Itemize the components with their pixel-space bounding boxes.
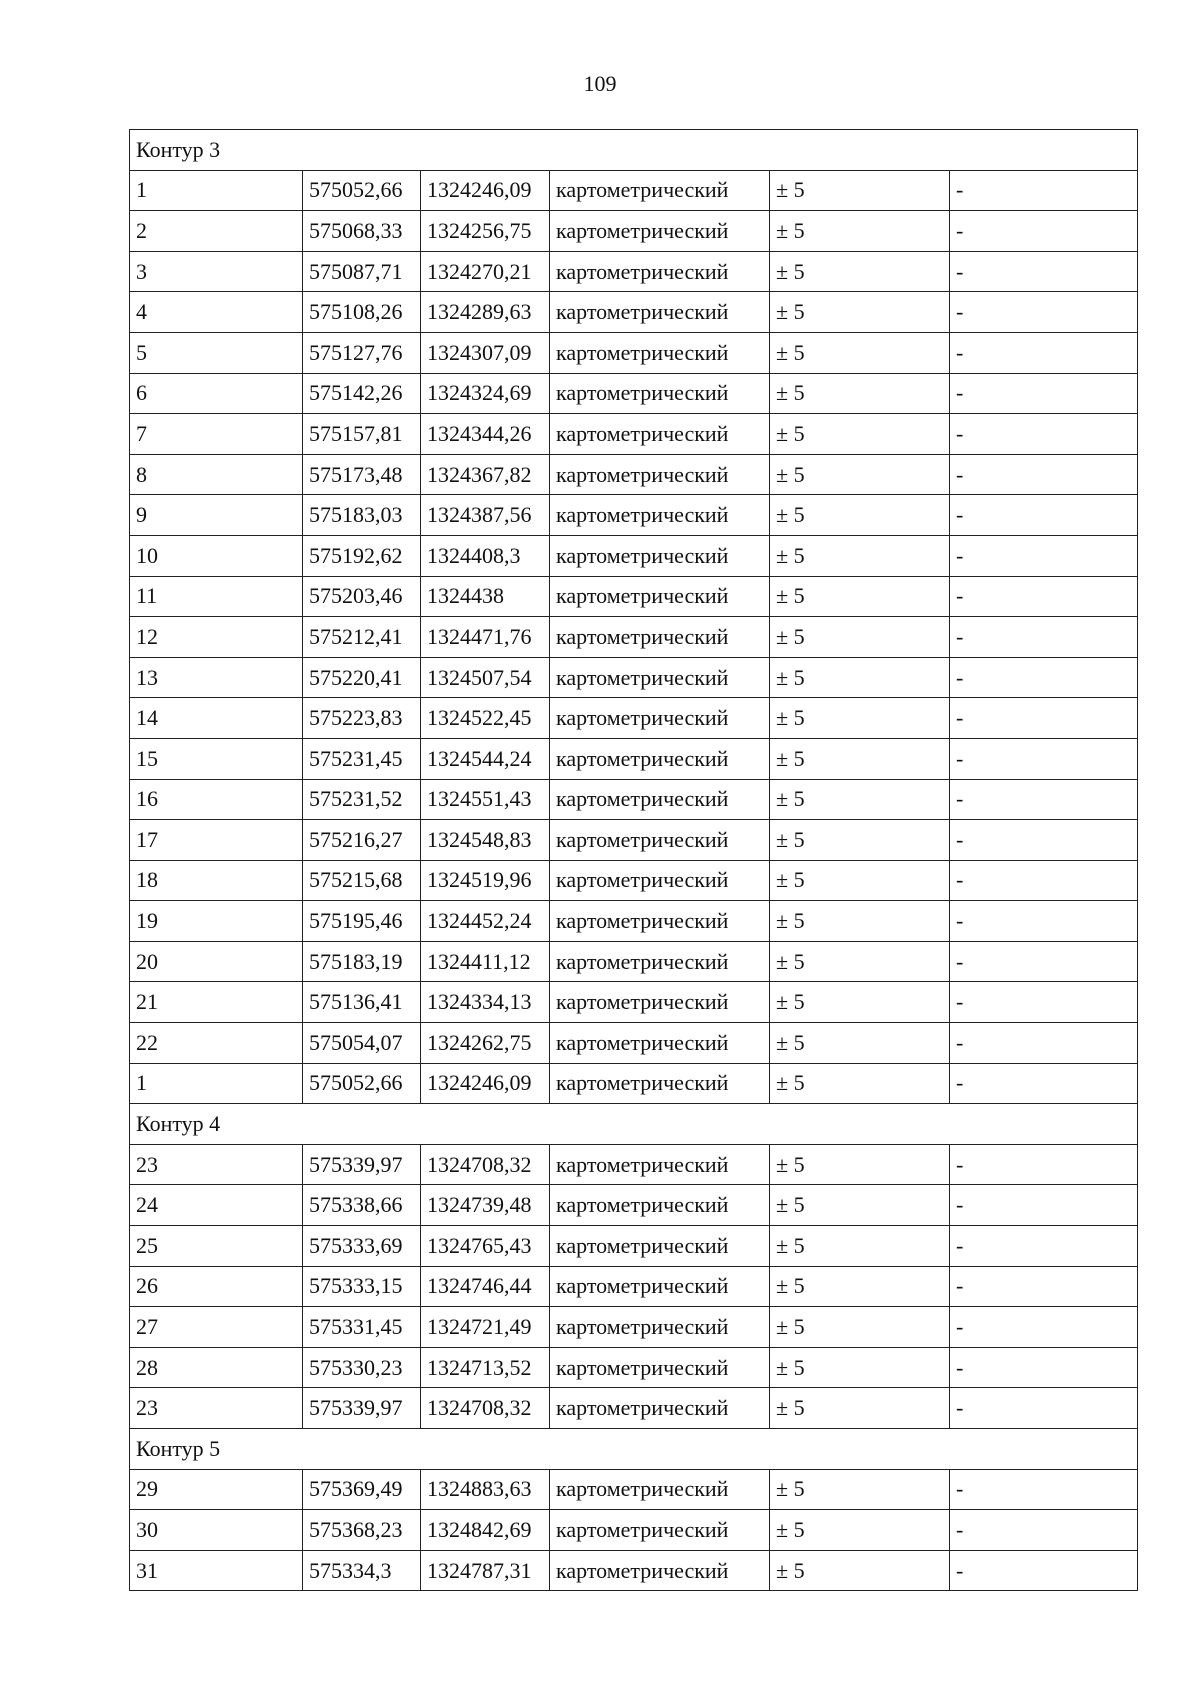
y-coordinate-cell: 1324883,63 bbox=[421, 1469, 550, 1510]
method-cell: картометрический bbox=[550, 1550, 770, 1591]
y-coordinate-cell: 1324411,12 bbox=[421, 941, 550, 982]
y-coordinate-cell: 1324522,45 bbox=[421, 698, 550, 739]
accuracy-cell: ± 5 bbox=[770, 820, 950, 861]
x-coordinate-cell: 575052,66 bbox=[303, 1063, 421, 1104]
point-number-cell: 22 bbox=[130, 1023, 303, 1064]
table-row bbox=[130, 779, 1138, 820]
method-cell: картометрический bbox=[550, 901, 770, 942]
description-cell: - bbox=[950, 1266, 1138, 1307]
x-coordinate-cell: 575157,81 bbox=[303, 414, 421, 455]
method-cell: картометрический bbox=[550, 170, 770, 211]
y-coordinate-cell: 1324721,49 bbox=[421, 1307, 550, 1348]
x-coordinate-cell: 575339,97 bbox=[303, 1144, 421, 1185]
point-number-cell: 28 bbox=[130, 1347, 303, 1388]
accuracy-cell: ± 5 bbox=[770, 901, 950, 942]
point-number-cell: 31 bbox=[130, 1550, 303, 1591]
table-row bbox=[130, 1144, 1138, 1185]
point-number-cell: 14 bbox=[130, 698, 303, 739]
table-row bbox=[130, 535, 1138, 576]
y-coordinate-cell: 1324246,09 bbox=[421, 1063, 550, 1104]
point-number-cell: 6 bbox=[130, 373, 303, 414]
y-coordinate-cell: 1324551,43 bbox=[421, 779, 550, 820]
accuracy-cell: ± 5 bbox=[770, 1469, 950, 1510]
description-cell: - bbox=[950, 211, 1138, 252]
accuracy-cell: ± 5 bbox=[770, 1266, 950, 1307]
point-number-cell: 16 bbox=[130, 779, 303, 820]
table-row bbox=[130, 414, 1138, 455]
point-number-cell: 8 bbox=[130, 454, 303, 495]
x-coordinate-cell: 575334,3 bbox=[303, 1550, 421, 1591]
table-row bbox=[130, 657, 1138, 698]
method-cell: картометрический bbox=[550, 454, 770, 495]
accuracy-cell: ± 5 bbox=[770, 698, 950, 739]
x-coordinate-cell: 575054,07 bbox=[303, 1023, 421, 1064]
accuracy-cell: ± 5 bbox=[770, 617, 950, 658]
y-coordinate-cell: 1324519,96 bbox=[421, 860, 550, 901]
point-number-cell: 26 bbox=[130, 1266, 303, 1307]
point-number-cell: 3 bbox=[130, 251, 303, 292]
description-cell: - bbox=[950, 576, 1138, 617]
accuracy-cell: ± 5 bbox=[770, 738, 950, 779]
point-number-cell: 23 bbox=[130, 1388, 303, 1429]
page-number: 109 bbox=[583, 71, 617, 96]
description-cell: - bbox=[950, 941, 1138, 982]
table-row bbox=[130, 170, 1138, 211]
table-row bbox=[130, 1185, 1138, 1226]
x-coordinate-cell: 575173,48 bbox=[303, 454, 421, 495]
method-cell: картометрический bbox=[550, 251, 770, 292]
description-cell: - bbox=[950, 1185, 1138, 1226]
point-number-cell: 9 bbox=[130, 495, 303, 536]
description-cell: - bbox=[950, 657, 1138, 698]
x-coordinate-cell: 575087,71 bbox=[303, 251, 421, 292]
contour-header-row bbox=[130, 1104, 1138, 1145]
x-coordinate-cell: 575339,97 bbox=[303, 1388, 421, 1429]
method-cell: картометрический bbox=[550, 373, 770, 414]
y-coordinate-cell: 1324324,69 bbox=[421, 373, 550, 414]
y-coordinate-cell: 1324842,69 bbox=[421, 1510, 550, 1551]
point-number-cell: 29 bbox=[130, 1469, 303, 1510]
description-cell: - bbox=[950, 373, 1138, 414]
x-coordinate-cell: 575331,45 bbox=[303, 1307, 421, 1348]
method-cell: картометрический bbox=[550, 1023, 770, 1064]
description-cell: - bbox=[950, 1347, 1138, 1388]
point-number-cell: 1 bbox=[130, 170, 303, 211]
table-row bbox=[130, 1347, 1138, 1388]
x-coordinate-cell: 575068,33 bbox=[303, 211, 421, 252]
table-row bbox=[130, 332, 1138, 373]
x-coordinate-cell: 575183,03 bbox=[303, 495, 421, 536]
table-row bbox=[130, 617, 1138, 658]
accuracy-cell: ± 5 bbox=[770, 860, 950, 901]
contour-title: Контур 5 bbox=[130, 1429, 1138, 1470]
point-number-cell: 17 bbox=[130, 820, 303, 861]
table-row bbox=[130, 1550, 1138, 1591]
x-coordinate-cell: 575231,45 bbox=[303, 738, 421, 779]
description-cell: - bbox=[950, 495, 1138, 536]
point-number-cell: 2 bbox=[130, 211, 303, 252]
accuracy-cell: ± 5 bbox=[770, 1185, 950, 1226]
point-number-cell: 25 bbox=[130, 1226, 303, 1267]
y-coordinate-cell: 1324746,44 bbox=[421, 1266, 550, 1307]
accuracy-cell: ± 5 bbox=[770, 1347, 950, 1388]
accuracy-cell: ± 5 bbox=[770, 454, 950, 495]
table-row bbox=[130, 820, 1138, 861]
description-cell: - bbox=[950, 901, 1138, 942]
y-coordinate-cell: 1324765,43 bbox=[421, 1226, 550, 1267]
description-cell: - bbox=[950, 820, 1138, 861]
method-cell: картометрический bbox=[550, 1469, 770, 1510]
accuracy-cell: ± 5 bbox=[770, 332, 950, 373]
point-number-cell: 7 bbox=[130, 414, 303, 455]
accuracy-cell: ± 5 bbox=[770, 1226, 950, 1267]
method-cell: картометрический bbox=[550, 820, 770, 861]
x-coordinate-cell: 575127,76 bbox=[303, 332, 421, 373]
description-cell: - bbox=[950, 1144, 1138, 1185]
y-coordinate-cell: 1324387,56 bbox=[421, 495, 550, 536]
table-row bbox=[130, 1063, 1138, 1104]
method-cell: картометрический bbox=[550, 1063, 770, 1104]
x-coordinate-cell: 575333,15 bbox=[303, 1266, 421, 1307]
method-cell: картометрический bbox=[550, 414, 770, 455]
x-coordinate-cell: 575330,23 bbox=[303, 1347, 421, 1388]
description-cell: - bbox=[950, 454, 1138, 495]
accuracy-cell: ± 5 bbox=[770, 535, 950, 576]
description-cell: - bbox=[950, 698, 1138, 739]
point-number-cell: 24 bbox=[130, 1185, 303, 1226]
coordinates-table-body bbox=[130, 130, 1138, 1591]
accuracy-cell: ± 5 bbox=[770, 941, 950, 982]
accuracy-cell: ± 5 bbox=[770, 1307, 950, 1348]
description-cell: - bbox=[950, 1063, 1138, 1104]
method-cell: картометрический bbox=[550, 779, 770, 820]
accuracy-cell: ± 5 bbox=[770, 170, 950, 211]
point-number-cell: 30 bbox=[130, 1510, 303, 1551]
accuracy-cell: ± 5 bbox=[770, 1144, 950, 1185]
y-coordinate-cell: 1324289,63 bbox=[421, 292, 550, 333]
description-cell: - bbox=[950, 535, 1138, 576]
accuracy-cell: ± 5 bbox=[770, 1550, 950, 1591]
y-coordinate-cell: 1324452,24 bbox=[421, 901, 550, 942]
x-coordinate-cell: 575195,46 bbox=[303, 901, 421, 942]
table-row bbox=[130, 1469, 1138, 1510]
point-number-cell: 20 bbox=[130, 941, 303, 982]
description-cell: - bbox=[950, 1510, 1138, 1551]
method-cell: картометрический bbox=[550, 495, 770, 536]
y-coordinate-cell: 1324708,32 bbox=[421, 1388, 550, 1429]
y-coordinate-cell: 1324507,54 bbox=[421, 657, 550, 698]
y-coordinate-cell: 1324438 bbox=[421, 576, 550, 617]
accuracy-cell: ± 5 bbox=[770, 373, 950, 414]
y-coordinate-cell: 1324307,09 bbox=[421, 332, 550, 373]
method-cell: картометрический bbox=[550, 1388, 770, 1429]
table-row bbox=[130, 941, 1138, 982]
point-number-cell: 19 bbox=[130, 901, 303, 942]
accuracy-cell: ± 5 bbox=[770, 414, 950, 455]
y-coordinate-cell: 1324471,76 bbox=[421, 617, 550, 658]
x-coordinate-cell: 575192,62 bbox=[303, 535, 421, 576]
method-cell: картометрический bbox=[550, 1266, 770, 1307]
table-row bbox=[130, 1388, 1138, 1429]
y-coordinate-cell: 1324739,48 bbox=[421, 1185, 550, 1226]
accuracy-cell: ± 5 bbox=[770, 495, 950, 536]
description-cell: - bbox=[950, 170, 1138, 211]
method-cell: картометрический bbox=[550, 332, 770, 373]
y-coordinate-cell: 1324256,75 bbox=[421, 211, 550, 252]
y-coordinate-cell: 1324367,82 bbox=[421, 454, 550, 495]
y-coordinate-cell: 1324787,31 bbox=[421, 1550, 550, 1591]
x-coordinate-cell: 575223,83 bbox=[303, 698, 421, 739]
coordinates-table bbox=[129, 129, 1138, 1591]
method-cell: картометрический bbox=[550, 860, 770, 901]
table-row bbox=[130, 1023, 1138, 1064]
table-row bbox=[130, 454, 1138, 495]
method-cell: картометрический bbox=[550, 1347, 770, 1388]
contour-title: Контур 3 bbox=[130, 130, 1138, 171]
method-cell: картометрический bbox=[550, 1307, 770, 1348]
y-coordinate-cell: 1324344,26 bbox=[421, 414, 550, 455]
x-coordinate-cell: 575333,69 bbox=[303, 1226, 421, 1267]
method-cell: картометрический bbox=[550, 617, 770, 658]
description-cell: - bbox=[950, 738, 1138, 779]
contour-header-row bbox=[130, 130, 1138, 171]
point-number-cell: 23 bbox=[130, 1144, 303, 1185]
method-cell: картометрический bbox=[550, 982, 770, 1023]
table-row bbox=[130, 1510, 1138, 1551]
description-cell: - bbox=[950, 1023, 1138, 1064]
accuracy-cell: ± 5 bbox=[770, 779, 950, 820]
y-coordinate-cell: 1324544,24 bbox=[421, 738, 550, 779]
point-number-cell: 15 bbox=[130, 738, 303, 779]
method-cell: картометрический bbox=[550, 698, 770, 739]
description-cell: - bbox=[950, 1226, 1138, 1267]
method-cell: картометрический bbox=[550, 535, 770, 576]
point-number-cell: 13 bbox=[130, 657, 303, 698]
y-coordinate-cell: 1324334,13 bbox=[421, 982, 550, 1023]
table-row bbox=[130, 576, 1138, 617]
point-number-cell: 11 bbox=[130, 576, 303, 617]
method-cell: картометрический bbox=[550, 1144, 770, 1185]
y-coordinate-cell: 1324246,09 bbox=[421, 170, 550, 211]
table-row bbox=[130, 495, 1138, 536]
point-number-cell: 12 bbox=[130, 617, 303, 658]
x-coordinate-cell: 575212,41 bbox=[303, 617, 421, 658]
method-cell: картометрический bbox=[550, 738, 770, 779]
method-cell: картометрический bbox=[550, 292, 770, 333]
accuracy-cell: ± 5 bbox=[770, 982, 950, 1023]
point-number-cell: 1 bbox=[130, 1063, 303, 1104]
accuracy-cell: ± 5 bbox=[770, 1510, 950, 1551]
x-coordinate-cell: 575203,46 bbox=[303, 576, 421, 617]
x-coordinate-cell: 575231,52 bbox=[303, 779, 421, 820]
description-cell: - bbox=[950, 860, 1138, 901]
accuracy-cell: ± 5 bbox=[770, 1388, 950, 1429]
y-coordinate-cell: 1324408,3 bbox=[421, 535, 550, 576]
table-row bbox=[130, 698, 1138, 739]
description-cell: - bbox=[950, 251, 1138, 292]
description-cell: - bbox=[950, 1388, 1138, 1429]
description-cell: - bbox=[950, 292, 1138, 333]
description-cell: - bbox=[950, 332, 1138, 373]
y-coordinate-cell: 1324270,21 bbox=[421, 251, 550, 292]
point-number-cell: 18 bbox=[130, 860, 303, 901]
table-row bbox=[130, 1266, 1138, 1307]
table-row bbox=[130, 738, 1138, 779]
point-number-cell: 27 bbox=[130, 1307, 303, 1348]
y-coordinate-cell: 1324708,32 bbox=[421, 1144, 550, 1185]
method-cell: картометрический bbox=[550, 211, 770, 252]
table-row bbox=[130, 1226, 1138, 1267]
point-number-cell: 21 bbox=[130, 982, 303, 1023]
method-cell: картометрический bbox=[550, 1510, 770, 1551]
accuracy-cell: ± 5 bbox=[770, 657, 950, 698]
accuracy-cell: ± 5 bbox=[770, 211, 950, 252]
description-cell: - bbox=[950, 982, 1138, 1023]
y-coordinate-cell: 1324713,52 bbox=[421, 1347, 550, 1388]
table-row bbox=[130, 1307, 1138, 1348]
x-coordinate-cell: 575136,41 bbox=[303, 982, 421, 1023]
accuracy-cell: ± 5 bbox=[770, 1023, 950, 1064]
description-cell: - bbox=[950, 779, 1138, 820]
table-row bbox=[130, 292, 1138, 333]
method-cell: картометрический bbox=[550, 1226, 770, 1267]
description-cell: - bbox=[950, 414, 1138, 455]
x-coordinate-cell: 575052,66 bbox=[303, 170, 421, 211]
point-number-cell: 10 bbox=[130, 535, 303, 576]
description-cell: - bbox=[950, 617, 1138, 658]
contour-header-row bbox=[130, 1429, 1138, 1470]
x-coordinate-cell: 575338,66 bbox=[303, 1185, 421, 1226]
table-row bbox=[130, 982, 1138, 1023]
point-number-cell: 4 bbox=[130, 292, 303, 333]
table-row bbox=[130, 373, 1138, 414]
x-coordinate-cell: 575215,68 bbox=[303, 860, 421, 901]
description-cell: - bbox=[950, 1550, 1138, 1591]
contour-title: Контур 4 bbox=[130, 1104, 1138, 1145]
x-coordinate-cell: 575108,26 bbox=[303, 292, 421, 333]
accuracy-cell: ± 5 bbox=[770, 1063, 950, 1104]
x-coordinate-cell: 575368,23 bbox=[303, 1510, 421, 1551]
table-row bbox=[130, 211, 1138, 252]
accuracy-cell: ± 5 bbox=[770, 292, 950, 333]
description-cell: - bbox=[950, 1469, 1138, 1510]
accuracy-cell: ± 5 bbox=[770, 576, 950, 617]
y-coordinate-cell: 1324548,83 bbox=[421, 820, 550, 861]
y-coordinate-cell: 1324262,75 bbox=[421, 1023, 550, 1064]
method-cell: картометрический bbox=[550, 1185, 770, 1226]
x-coordinate-cell: 575369,49 bbox=[303, 1469, 421, 1510]
method-cell: картометрический bbox=[550, 576, 770, 617]
method-cell: картометрический bbox=[550, 657, 770, 698]
point-number-cell: 5 bbox=[130, 332, 303, 373]
x-coordinate-cell: 575142,26 bbox=[303, 373, 421, 414]
method-cell: картометрический bbox=[550, 941, 770, 982]
x-coordinate-cell: 575220,41 bbox=[303, 657, 421, 698]
table-row bbox=[130, 901, 1138, 942]
table-row bbox=[130, 251, 1138, 292]
description-cell: - bbox=[950, 1307, 1138, 1348]
accuracy-cell: ± 5 bbox=[770, 251, 950, 292]
x-coordinate-cell: 575216,27 bbox=[303, 820, 421, 861]
x-coordinate-cell: 575183,19 bbox=[303, 941, 421, 982]
table-row bbox=[130, 860, 1138, 901]
